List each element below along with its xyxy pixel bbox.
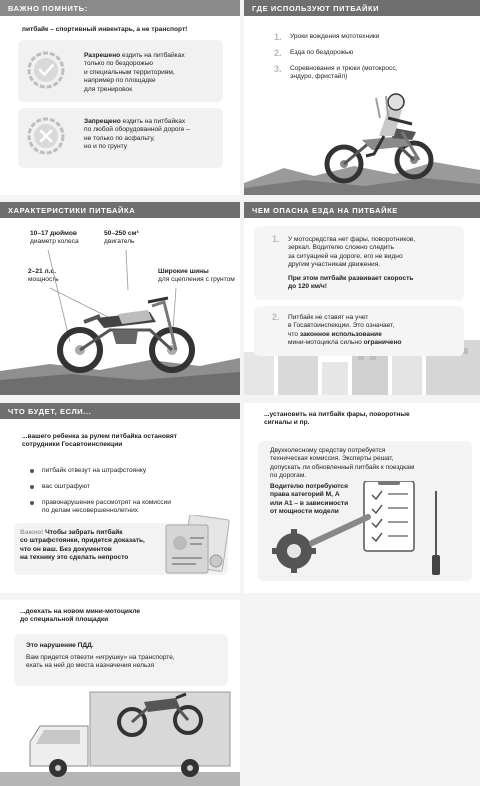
where-card <box>244 0 480 195</box>
what-if-header: ЧТО БУДЕТ, ЕСЛИ... <box>0 403 240 419</box>
forbidden-line-1: ездить на питбайках <box>120 118 186 125</box>
license-line-4: от мощности модели <box>270 508 339 516</box>
danger-p1-line-3: за ситуацией на дороге, его не видно <box>288 252 403 260</box>
install-text-line-2: техническая комиссия. Эксперты решат, <box>270 455 394 463</box>
danger-text-2 <box>288 314 463 348</box>
what-if-bullet-3-line-2: по делам несовершеннолетних <box>42 507 139 514</box>
specs-card <box>0 202 240 395</box>
ride-card <box>0 600 240 786</box>
allowed-line-2: только по бездорожью <box>84 60 153 68</box>
forbidden-line-4: но и по грунту <box>84 143 128 151</box>
install-lead-line-1: ...установить на питбайк фары, поворотные <box>264 411 410 418</box>
install-text <box>270 447 470 481</box>
forbidden-bold: Запрещено <box>84 118 121 125</box>
power-label: мощность <box>28 276 59 283</box>
cross-circle-icon <box>26 116 66 156</box>
important-line-4: на технику это сделать непросто <box>20 554 129 562</box>
danger-header: ЧЕМ ОПАСНА ЕЗДА НА ПИТБАЙКЕ <box>244 202 480 218</box>
ride-lead <box>20 608 140 625</box>
license-line-1: Водителю потребуются <box>270 483 348 490</box>
what-if-bullet-1: питбайк отвезут на штрафстоянку <box>42 467 147 474</box>
what-if-bullet-2: вас оштрафуют <box>42 483 91 490</box>
ride-text-line-1: Вам придется отвезти «игрушку» на транспорте, <box>26 654 175 661</box>
remember-card <box>0 0 240 195</box>
important-line-2: со штрафстоянки, придется доказать, <box>20 537 145 545</box>
allowed-line-4: например по площадке <box>84 77 156 85</box>
forbidden-text <box>84 118 229 152</box>
where-item-2: Езда по бездорожью <box>290 49 354 56</box>
danger-p1-line-2: зеркал. Водителю сложно следить <box>288 244 394 252</box>
forbidden-line-3: не только по асфальту, <box>84 134 155 142</box>
allowed-text <box>84 52 224 94</box>
tires-label: для сцепления с грунтом <box>158 276 235 283</box>
install-lead <box>264 411 410 428</box>
forbidden-line-2: по любой оборудованной дороге – <box>84 126 190 134</box>
where-num-2: 2. <box>274 48 282 58</box>
install-text-line-3: допускать ли обновленный питбайк к поездкам <box>270 463 415 471</box>
where-header: ГДЕ ИСПОЛЬЗУЮТ ПИТБАЙКИ <box>244 0 480 16</box>
install-text-line-4: по дорогам. <box>270 472 307 480</box>
truck-illustration <box>0 686 240 786</box>
license-line-3: или А1 – в зависимости <box>270 499 349 507</box>
license-line-2: права категорий М, А <box>270 491 340 499</box>
power-value: 2–21 л.с. <box>28 268 57 275</box>
danger-p2-line-4: мини-мотоцикла сильно <box>288 339 364 347</box>
what-if-lead <box>22 433 177 450</box>
what-if-card <box>0 403 240 593</box>
danger-p2-bold-2: ограничено <box>363 339 402 347</box>
install-lead-line-2: сигналы и пр. <box>264 419 310 427</box>
danger-p1-line-4: другим участникам движения. <box>288 261 381 269</box>
bullet-dot-2 <box>30 485 34 489</box>
allowed-bold: Разрешено <box>84 52 121 59</box>
where-num-3: 3. <box>274 64 282 74</box>
jumping-rider-illustration <box>244 88 480 195</box>
danger-num-1: 1. <box>272 234 280 244</box>
ride-violation: Это нарушение ПДД. <box>26 642 94 649</box>
what-if-lead-line-1: ...вашего ребенка за рулем питбайка остановят <box>22 433 177 440</box>
where-item-3-line-1: Соревнования и трюки (мотокросс, <box>290 65 398 72</box>
bullet-dot-3 <box>30 501 34 505</box>
tires-value: Широкие шины <box>158 268 209 275</box>
danger-num-2: 2. <box>272 312 280 322</box>
pitbike-illustration <box>0 246 240 395</box>
check-circle-icon <box>26 50 66 90</box>
where-item-1: Уроки вождения мототехники <box>290 33 380 40</box>
important-label: Важно! <box>20 529 44 536</box>
ride-lead-line-2: до специальной площадки <box>20 616 109 624</box>
danger-p1-line-1: У мотосредства нет фары, поворотников, <box>288 236 416 243</box>
wheel-value: 10–17 дюймов <box>30 230 77 237</box>
danger-p2-line-3: что <box>288 330 300 338</box>
engine-value: 50–250 см³ <box>104 230 139 237</box>
install-card <box>244 403 480 593</box>
danger-text-1 <box>288 236 463 291</box>
checklist-tools-illustration <box>264 481 470 581</box>
danger-p1-bold-2: до 120 км/ч! <box>288 283 327 291</box>
what-if-bullet-3-line-1: правонарушение рассмотрят на комиссии <box>42 499 171 506</box>
wheel-label: диаметр колеса <box>30 238 79 245</box>
what-if-lead-line-2: сотрудники Госавтоинспекции <box>22 441 123 449</box>
ride-text <box>26 654 226 671</box>
ride-text-line-2: ехать на ней до места назначения нельзя <box>26 662 155 670</box>
important-line-1: Чтобы забрать питбайк <box>43 529 123 536</box>
danger-p2-line-1: Питбайк не ставят на учет <box>288 314 369 321</box>
where-num-1: 1. <box>274 32 282 42</box>
allowed-line-1: ездить на питбайках <box>120 52 185 59</box>
danger-card <box>244 202 480 395</box>
danger-p1-bold-1: При этом питбайк развивает скорость <box>288 274 414 282</box>
important-text <box>20 529 160 563</box>
remember-header: ВАЖНО ПОМНИТЬ: <box>0 0 240 16</box>
danger-p2-line-2: в Госавтоинспекции. Это означает, <box>288 322 395 330</box>
allowed-line-5: для тренировок <box>84 85 133 93</box>
allowed-line-3: и специальным территориям, <box>84 68 175 76</box>
bullet-dot-1 <box>30 469 34 473</box>
where-item-3-line-2: эндуро, фристайл) <box>290 73 348 80</box>
important-line-3: что он ваш. Без документов <box>20 545 112 553</box>
specs-header: ХАРАКТЕРИСТИКИ ПИТБАЙКА <box>0 202 240 218</box>
documents-illustration <box>162 515 232 577</box>
install-text-line-1: Двухколесному средству потребуется <box>270 447 386 454</box>
ride-lead-line-1: ...доехать на новом мини-мотоцикле <box>20 608 141 615</box>
engine-label: двигатель <box>104 238 135 245</box>
danger-p2-bold-1: законное использование <box>299 330 382 338</box>
remember-intro: питбайк – спортивный инвентарь, а не транспорт! <box>22 26 188 33</box>
